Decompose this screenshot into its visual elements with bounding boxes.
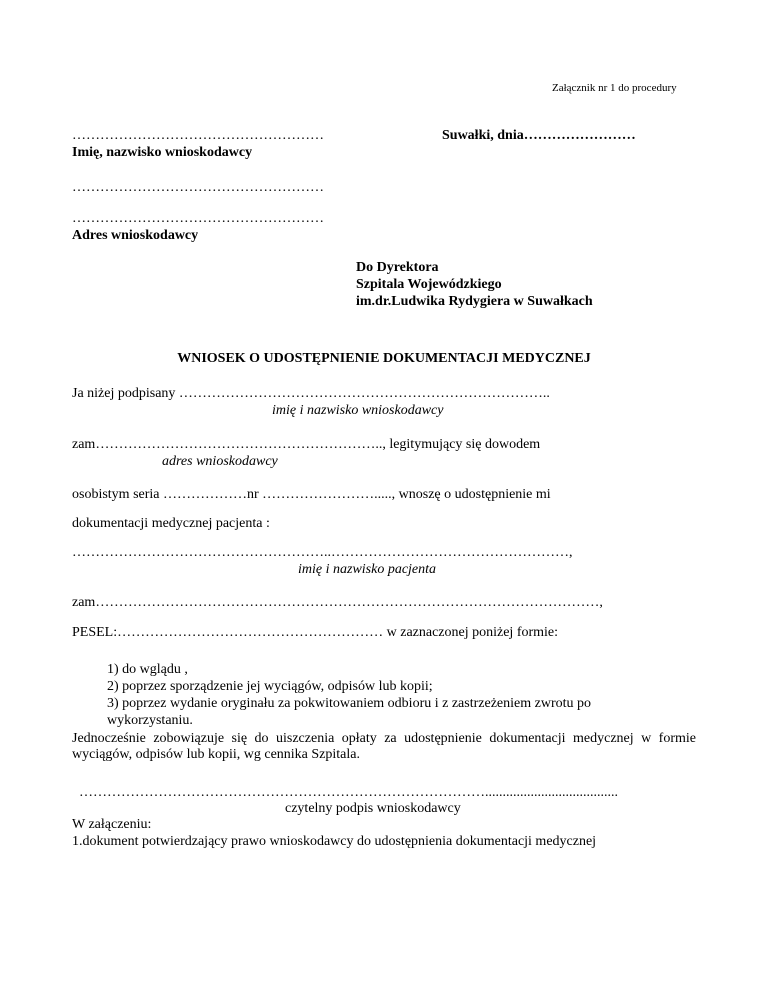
- caption-patient-name: imię i nazwisko pacjenta: [298, 562, 437, 577]
- signature-dots: ……………………………………………………………………………......................................: [79, 785, 618, 800]
- option-item-2: 2) poprzez sporządzenie jej wyciągów, odpisów lub kopii;: [107, 679, 433, 694]
- form-line-patient-name: ………………………………………………..……………………………………………,: [72, 545, 573, 560]
- recipient-line-2: Szpitala Wojewódzkiego: [356, 277, 502, 292]
- recipient-line-3: im.dr.Ludwika Rydygiera w Suwałkach: [356, 294, 593, 309]
- caption-applicant-address: adres wnioskodawcy: [162, 454, 278, 469]
- form-line-applicant-address: zam…………………………………………………….., legitymujący się dowodem: [72, 437, 541, 452]
- attachments-heading: W załączeniu:: [72, 817, 152, 832]
- applicant-name-label: Imię, nazwisko wnioskodawcy: [72, 145, 253, 160]
- attachment-item-1: 1.dokument potwierdzający prawo wnioskodawcy do udostępnienia dokumentacji medycznej: [72, 834, 597, 849]
- document-title: WNIOSEK O UDOSTĘPNIENIE DOKUMENTACJI MEDYCZNEJ: [177, 351, 591, 366]
- attachment-note: Załącznik nr 1 do procedury: [552, 82, 677, 94]
- option-item-3-continued: wykorzystaniu.: [107, 713, 193, 728]
- signature-label: czytelny podpis wnioskodawcy: [285, 801, 461, 816]
- applicant-name-dots: ………………………………………………: [72, 128, 324, 143]
- form-line-patient-docs: dokumentacji medycznej pacjenta :: [72, 516, 270, 531]
- form-line-id-card: osobistym seria ………………nr ……………………....., wnoszę o udostępnienie mi: [72, 487, 551, 502]
- applicant-address-dots-2: ………………………………………………: [72, 211, 324, 226]
- caption-applicant-name: imię i nazwisko wnioskodawcy: [272, 403, 444, 418]
- option-item-1: 1) do wglądu ,: [107, 662, 188, 677]
- place-date: Suwałki, dnia……………………: [442, 128, 636, 143]
- form-line-patient-address: zam………………………………………………………………………………………………,: [72, 595, 603, 610]
- form-line-pesel: PESEL:………………………………………………… w zaznaczonej poniżej formie:: [72, 625, 559, 640]
- option-item-3: 3) poprzez wydanie oryginału za pokwitowaniem odbioru i z zastrzeżeniem zwrotu po: [107, 696, 591, 711]
- applicant-address-label: Adres wnioskodawcy: [72, 228, 199, 243]
- form-line-applicant-name: Ja niżej podpisany ……………………………………………………………………..: [72, 386, 550, 401]
- recipient-line-1: Do Dyrektora: [356, 260, 439, 275]
- applicant-address-dots-1: ………………………………………………: [72, 180, 324, 195]
- obligation-paragraph: Jednocześnie zobowiązuje się do uiszczenia opłaty za udostępnienie dokumentacji medycznej w formie wyciągów, odpisów lub kopii, wg cennika Szpitala.: [72, 731, 696, 762]
